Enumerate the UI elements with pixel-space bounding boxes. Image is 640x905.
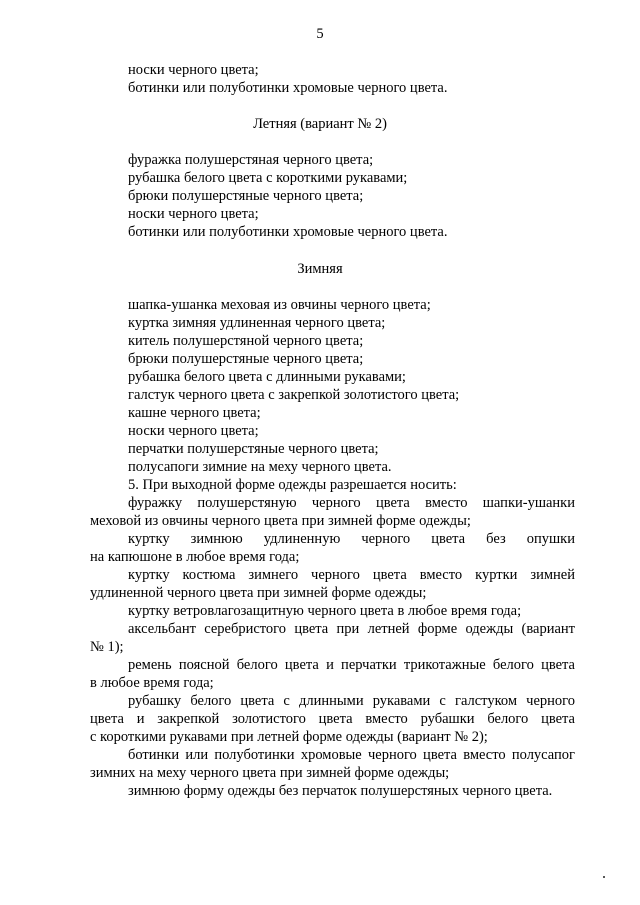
paragraph-line: зимних на меху черного цвета при зимней форме одежды; [90,765,450,781]
paragraph-line: № 1); [90,639,124,655]
page-number: 5 [316,26,324,42]
paragraph-line: меховой из овчины черного цвета при зимней форме одежды; [90,513,471,529]
list-line: шапка-ушанка меховая из овчины черного цвета; [128,297,431,313]
paragraph-line: аксельбант серебристого цвета при летней форме одежды (вариант [128,621,575,637]
paragraph [90,620,575,656]
paragraph-line: удлиненной черного цвета при зимней форме одежды; [90,585,427,601]
list-line: полусапоги зимние на меху черного цвета. [128,459,392,475]
paragraph-line: на капюшоне в любое время года; [90,549,300,565]
section-heading-summer: Летняя (вариант № 2) [253,116,387,132]
list-line: ботинки или полуботинки хромовые черного цвета. [128,224,448,240]
list-line: фуражка полушерстяная черного цвета; [128,152,374,168]
paragraph [90,566,575,602]
section-heading-winter: Зимняя [297,261,343,277]
paragraph [90,692,575,746]
paragraph-line: ботинки или полуботинки хромовые черного цвета вместо полусапог [128,747,575,763]
paragraph-line: куртку костюма зимнего черного цвета вместо куртки зимней [128,567,575,583]
list-line: куртка зимняя удлиненная черного цвета; [128,315,386,331]
paragraph [90,494,575,530]
list-line: носки черного цвета; [128,206,259,222]
paragraph-line: фуражку полушерстяную черного цвета вместо шапки-ушанки [128,495,575,511]
list-line: 5. При выходной форме одежды разрешается носить: [128,477,457,493]
list-line: рубашка белого цвета с короткими рукавами; [128,170,408,186]
list-line: носки черного цвета; [128,423,259,439]
paragraph [90,602,575,620]
paragraph [90,656,575,692]
list-line: галстук черного цвета с закрепкой золотистого цвета; [128,387,460,403]
list-line: рубашка белого цвета с длинными рукавами; [128,369,406,385]
paragraph-line: цвета и закрепкой золотистого цвета вместо рубашки белого цвета [90,711,575,727]
paragraph-line: ремень поясной белого цвета и перчатки трикотажные белого цвета [128,657,575,673]
paragraph [90,530,575,566]
paragraph-line: зимнюю форму одежды без перчаток полушерстяных черного цвета. [128,783,553,799]
scan-speck [603,876,605,878]
list-line: ботинки или полуботинки хромовые черного цвета. [128,80,448,96]
list-line: перчатки полушерстяные черного цвета; [128,441,379,457]
list-line: брюки полушерстяные черного цвета; [128,188,364,204]
paragraph-line: куртку зимнюю удлиненную черного цвета без опушки [128,531,575,547]
list-line: брюки полушерстяные черного цвета; [128,351,364,367]
paragraph-line: рубашку белого цвета с длинными рукавами с галстуком черного [128,693,575,709]
paragraph-line: в любое время года; [90,675,214,691]
list-line: кашне черного цвета; [128,405,261,421]
list-line: носки черного цвета; [128,62,259,78]
paragraph-line: куртку ветровлагозащитную черного цвета в любое время года; [128,603,522,619]
paragraph-line: с короткими рукавами при летней форме одежды (вариант № 2); [90,729,488,745]
list-line: китель полушерстяной черного цвета; [128,333,364,349]
paragraph [90,782,575,800]
paragraph [90,746,575,782]
